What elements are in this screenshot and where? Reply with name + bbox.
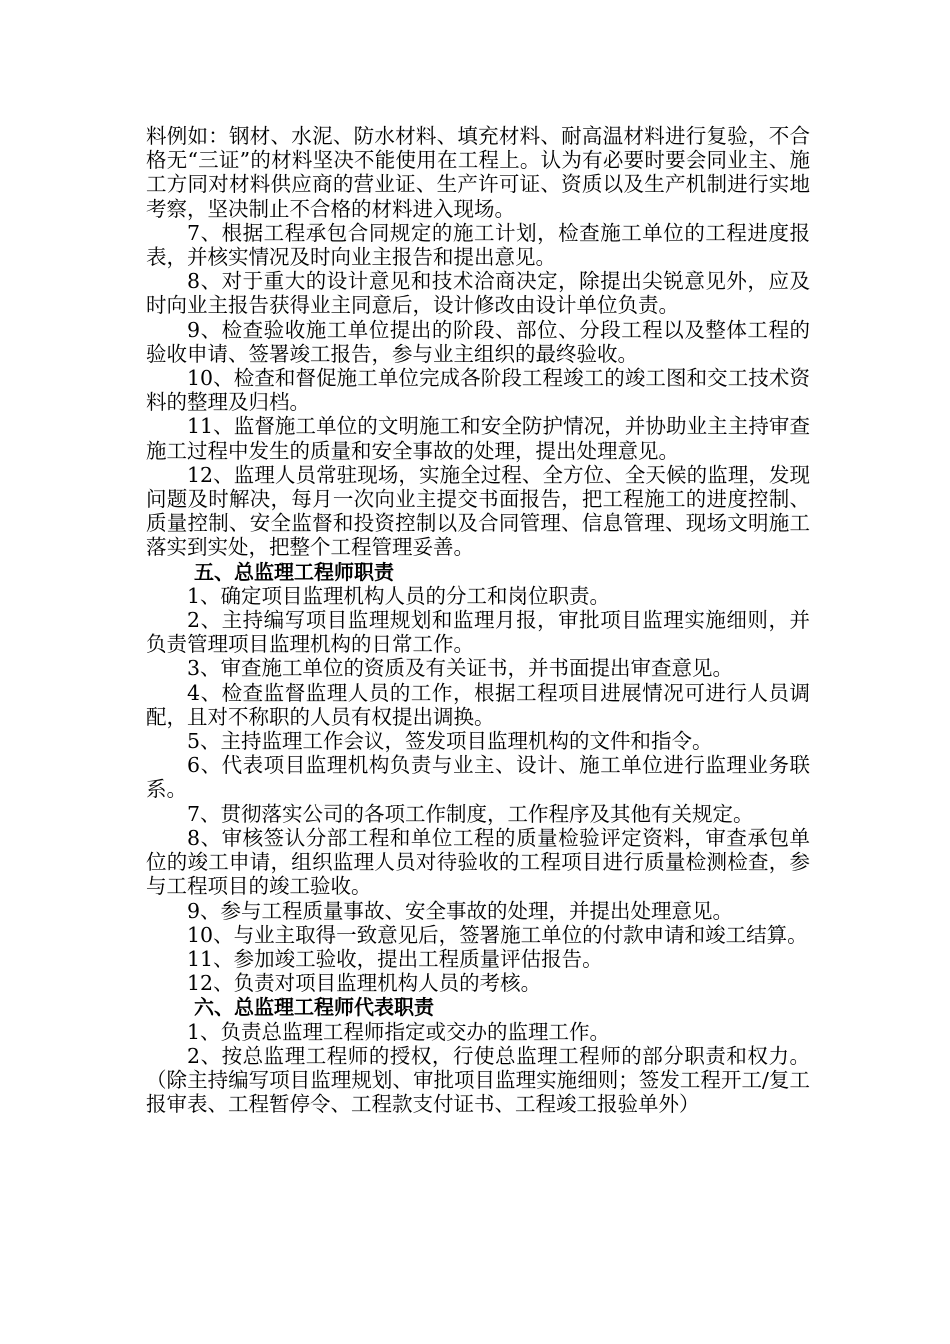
chief-duty-8: 8、审核签认分部工程和单位工程的质量检验评定资料，审查承包单位的竣工申请，组织监理人员对待验收的工程项目进行质量检测检查，参与工程项目的竣工验收。 [146, 825, 810, 899]
chief-duty-6: 6、代表项目监理机构负责与业主、设计、施工单位进行监理业务联系。 [146, 753, 810, 802]
chief-duty-12: 12、负责对项目监理机构人员的考核。 [187, 971, 542, 996]
intro-paragraph: 料例如：钢材、水泥、防水材料、填充材料、耐高温材料进行复验，不合格无“三证”的材料坚决不能使用在工程上。认为有必要时要会同业主、施工方同对材料供应商的营业证、生产许可证、资质以及生产机制进行实地考察，坚决制止不合格的材料进入现场。 [146, 124, 810, 221]
chief-duty-5: 5、主持监理工作会议，签发项目监理机构的文件和指令。 [187, 729, 713, 754]
chief-duty-3: 3、审查施工单位的资质及有关证书，并书面提出审查意见。 [187, 656, 734, 681]
chief-duty-4: 4、检查监督监理人员的工作，根据工程项目进展情况可进行人员调配，且对不称职的人员有权提出调换。 [146, 680, 810, 729]
item-9: 9、检查验收施工单位提出的阶段、部位、分段工程以及整体工程的验收申请、签署竣工报告，参与业主组织的最终验收。 [146, 317, 810, 366]
chief-duty-10: 10、与业主取得一致意见后，签署施工单位的付款申请和竣工结算。 [187, 922, 808, 947]
section-heading-6: 六、总监理工程师代表职责 [194, 995, 434, 1020]
chief-duty-7: 7、贯彻落实公司的各项工作制度，工作程序及其他有关规定。 [187, 801, 754, 826]
chief-duty-11: 11、参加竣工验收，提出工程质量评估报告。 [187, 946, 603, 971]
item-8: 8、对于重大的设计意见和技术洽商决定，除提出尖锐意见外，应及时向业主报告获得业主同意后，设计修改由设计单位负责。 [146, 269, 810, 318]
deputy-duty-2: 2、按总监理工程师的授权，行使总监理工程师的部分职责和权力。（除主持编写项目监理规划、审批项目监理实施细则；签发工程开工/复工报审表、工程暂停令、工程款支付证书、工程竣工报验单外） [146, 1043, 810, 1117]
chief-duty-9: 9、参与工程质量事故、安全事故的处理，并提出处理意见。 [187, 898, 734, 923]
chief-duty-1: 1、确定项目监理机构人员的分工和岗位职责。 [187, 583, 611, 608]
document-page [146, 124, 810, 1116]
section-heading-5: 五、总监理工程师职责 [194, 559, 394, 584]
item-12: 12、监理人员常驻现场，实施全过程、全方位、全天候的监理，发现问题及时解决，每月一次向业主提交书面报告，把工程施工的进度控制、质量控制、安全监督和投资控制以及合同管理、信息管理、现场文明施工落实到实处，把整个工程管理妥善。 [146, 462, 810, 560]
item-11: 11、监督施工单位的文明施工和安全防护情况，并协助业主主持审查施工过程中发生的质量和安全事故的处理，提出处理意见。 [146, 414, 810, 463]
deputy-duty-1: 1、负责总监理工程师指定或交办的监理工作。 [187, 1019, 611, 1044]
item-7: 7、根据工程承包合同规定的施工计划，检查施工单位的工程进度报表，并核实情况及时向业主报告和提出意见。 [146, 220, 810, 270]
chief-duty-2: 2、主持编写项目监理规划和监理月报，审批项目监理实施细则，并负责管理项目监理机构的日常工作。 [146, 608, 810, 657]
item-10: 10、检查和督促施工单位完成各阶段工程竣工的竣工图和交工技术资料的整理及归档。 [146, 366, 810, 415]
